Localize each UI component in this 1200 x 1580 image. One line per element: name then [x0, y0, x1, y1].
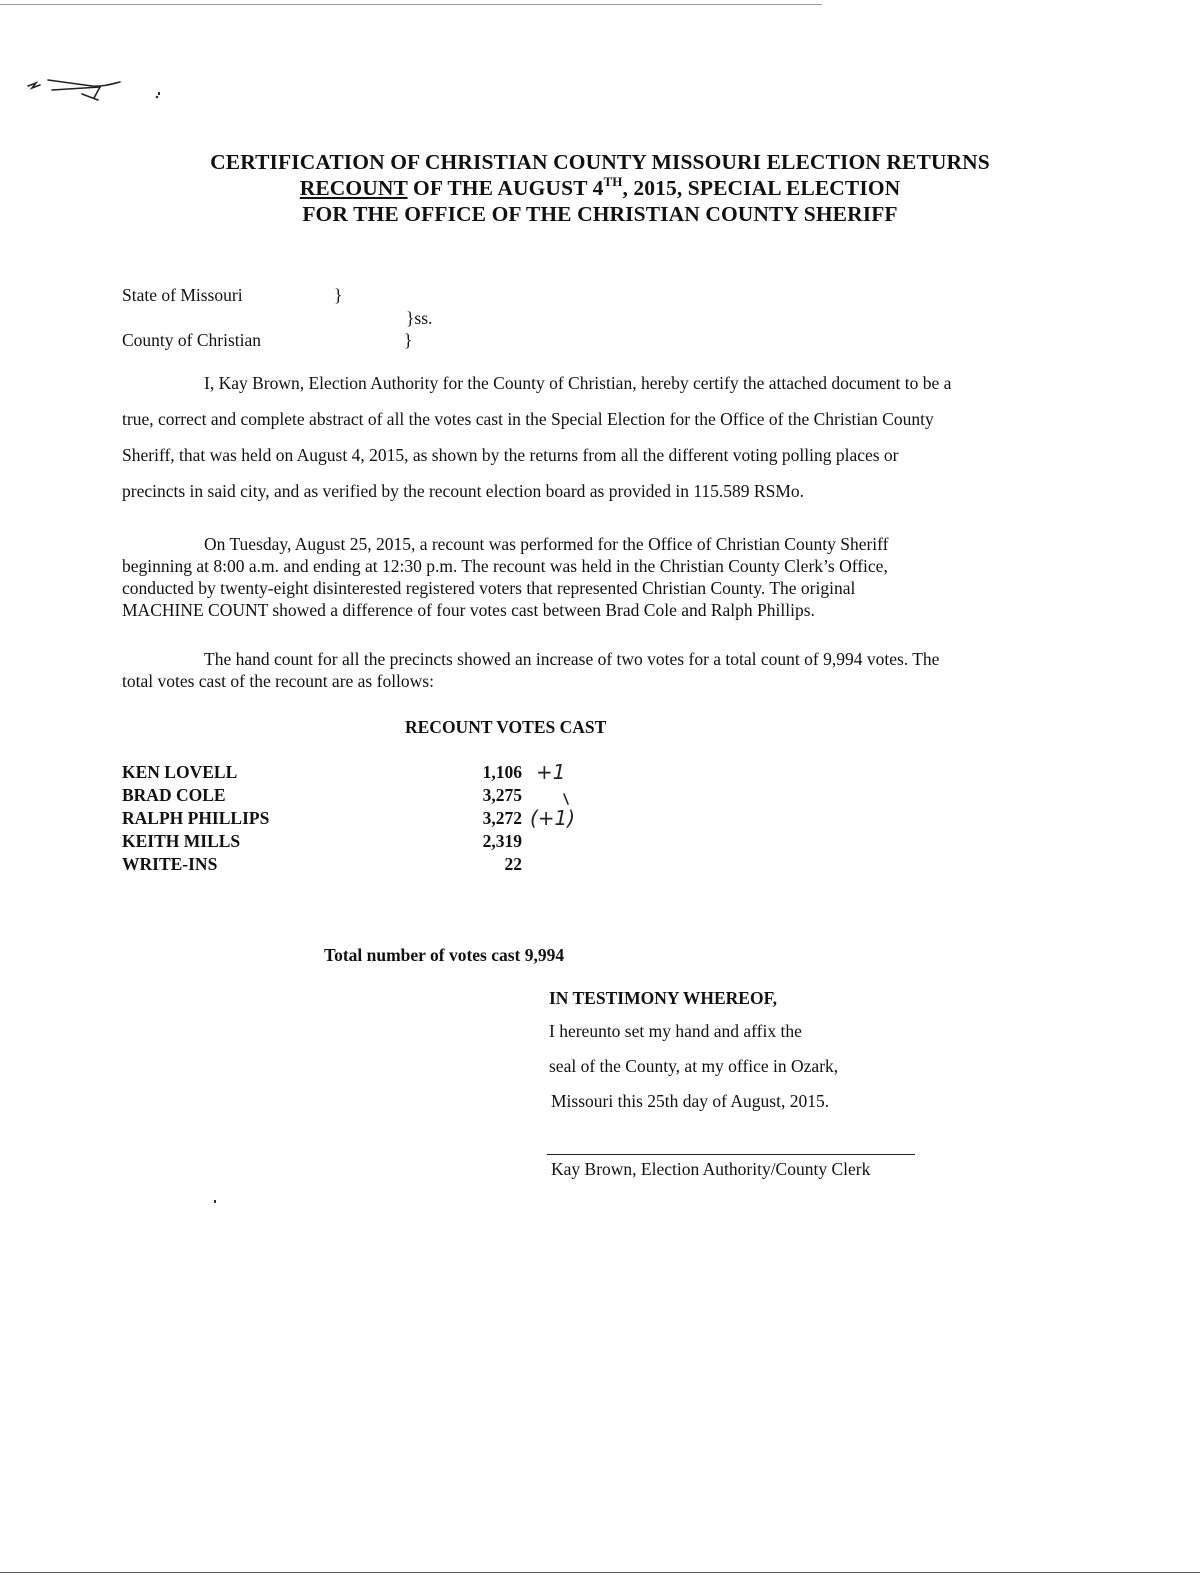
candidate-name: KEITH MILLS: [122, 831, 241, 851]
handwritten-tick-mark-icon: [560, 792, 572, 808]
paragraph-2-line: conducted by twenty-eight disinterested registered voters that represented Christian County. The original: [122, 578, 856, 598]
testimony-heading: IN TESTIMONY WHEREOF,: [549, 988, 778, 1008]
scan-speck: [214, 1200, 216, 1203]
signature-line: [547, 1154, 915, 1155]
recount-votes-heading: RECOUNT VOTES CAST: [405, 717, 607, 737]
top-scan-rule: [0, 4, 822, 5]
paragraph-2-line: beginning at 8:00 a.m. and ending at 12:30 p.m. The recount was held in the Christian County Clerk’s Office,: [122, 556, 888, 576]
scribble-mark-icon: [22, 72, 172, 112]
paragraph-2-line: On Tuesday, August 25, 2015, a recount was performed for the Office of Christian County Sheriff: [204, 534, 889, 554]
testimony-line: Missouri this 25th day of August, 2015.: [551, 1091, 830, 1111]
title-superscript: TH: [603, 174, 623, 189]
paragraph-1-line: I, Kay Brown, Election Authority for the County of Christian, hereby certify the attached document to be a: [204, 373, 952, 393]
scan-speck: [158, 92, 160, 95]
vote-row: [122, 784, 602, 807]
vote-row: [122, 761, 602, 784]
vote-count: 22: [504, 854, 522, 874]
vote-count: 2,319: [482, 831, 522, 851]
handwritten-note-plus-one: +1: [536, 760, 566, 784]
candidate-name: BRAD COLE: [122, 785, 226, 805]
title-line-2-part-a: OF THE AUGUST 4: [407, 176, 604, 200]
vote-count: 3,275: [482, 785, 522, 805]
vote-row: [122, 830, 602, 853]
vote-count: 1,106: [482, 762, 522, 782]
candidate-name: RALPH PHILLIPS: [122, 808, 270, 828]
venue-brace-1: }: [334, 285, 343, 305]
title-line-2: [0, 175, 1200, 201]
signature-caption: Kay Brown, Election Authority/County Clerk: [551, 1159, 871, 1179]
handwritten-note-plus-one-paren: (+1): [530, 806, 576, 830]
paragraph-1-line: true, correct and complete abstract of all the votes cast in the Special Election for the Office of the Christian County: [122, 409, 934, 429]
paragraph-3-line: The hand count for all the precincts showed an increase of two votes for a total count of 9,994 votes. The: [204, 649, 940, 669]
title-recount-underlined: RECOUNT: [299, 176, 408, 200]
testimony-line: I hereunto set my hand and affix the: [549, 1021, 802, 1041]
vote-row: [122, 853, 602, 876]
paragraph-1-line: precincts in said city, and as verified by the recount election board as provided in 115.589 RSMo.: [122, 481, 805, 501]
paragraph-2-line: MACHINE COUNT showed a difference of four votes cast between Brad Cole and Ralph Phillips.: [122, 600, 815, 620]
venue-county: County of Christian: [122, 330, 262, 350]
paragraph-1-line: Sheriff, that was held on August 4, 2015, as shown by the returns from all the different voting polling places or: [122, 445, 899, 465]
venue-state: State of Missouri: [122, 285, 243, 305]
paragraph-3-line: total votes cast of the recount are as follows:: [122, 671, 434, 691]
total-votes-line: Total number of votes cast 9,994: [324, 945, 565, 965]
candidate-name: KEN LOVELL: [122, 762, 238, 782]
venue-brace-2: }: [404, 330, 413, 350]
venue-ss: }ss.: [406, 308, 433, 328]
title-line-3: FOR THE OFFICE OF THE CHRISTIAN COUNTY SHERIFF: [302, 202, 898, 226]
title-line-2-part-b: , 2015, SPECIAL ELECTION: [622, 176, 901, 200]
bottom-scan-rule: [0, 1572, 1200, 1573]
vote-count: 3,272: [482, 808, 522, 828]
title-line-1: CERTIFICATION OF CHRISTIAN COUNTY MISSOURI ELECTION RETURNS: [210, 150, 990, 174]
testimony-line: seal of the County, at my office in Ozark,: [549, 1056, 839, 1076]
candidate-name: WRITE-INS: [122, 854, 218, 874]
